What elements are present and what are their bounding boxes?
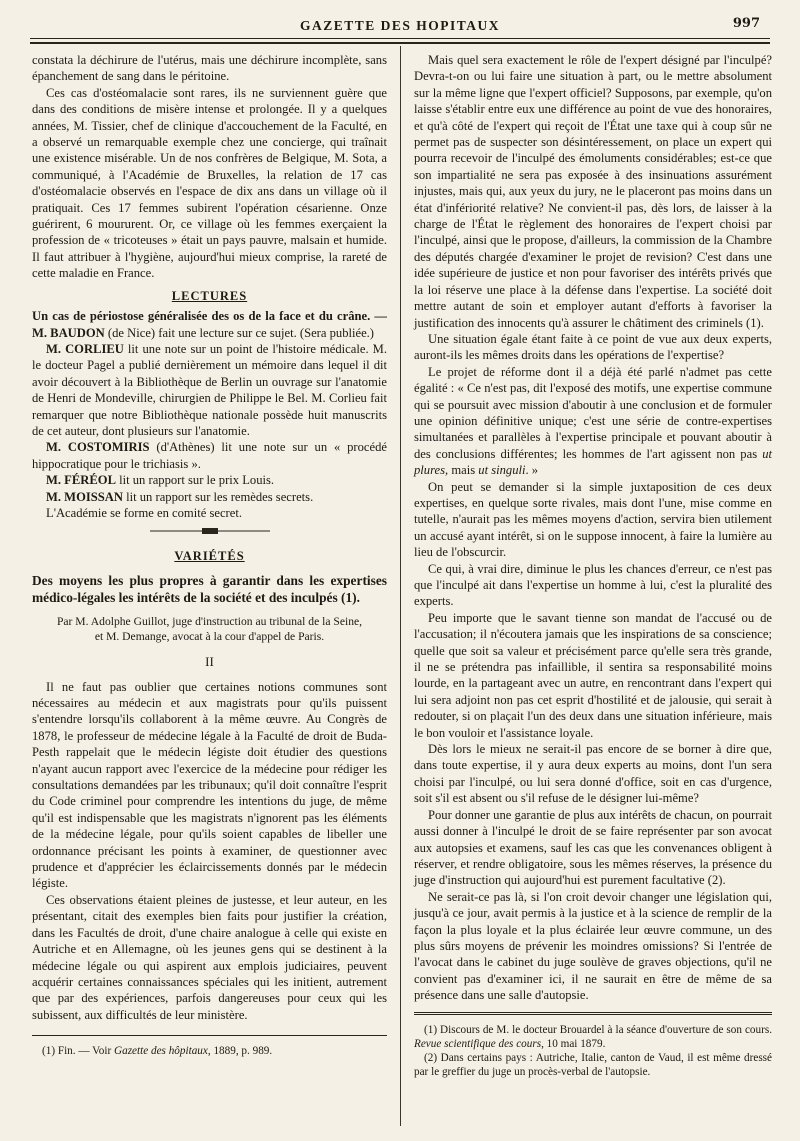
section-title-varietes (32, 548, 387, 564)
column-divider (400, 46, 401, 1126)
footnote-text: (1) Fin. — Voir (42, 1045, 115, 1058)
lecture-text: (d'Athènes) lit une note sur un « procédé hippocratique pour le trichiasis ». (32, 440, 387, 471)
lecture-item (32, 341, 387, 439)
footnote-text: , 1889, p. 989. (207, 1045, 273, 1058)
divider-ornament-icon (150, 527, 270, 535)
part-number: II (205, 654, 214, 670)
byline (32, 614, 387, 644)
lectures-heading: LECTURES (171, 288, 248, 303)
text-run: Le projet de réforme dont il a déjà été parlé n'admet pas cette égalité : « Ce n'est pas, dit l'exposé des motifs, une expertise commune qui se poursuit avec mission d'aboutir à une conclusion et de formuler une opinion définitive unique; c'est une série de contre-expertises simultanées et parallèles à l'expertise principale et pouvant aboutir à des conclusions différentes; les hommes de l'art agissent non pas (414, 364, 772, 461)
footnote-text: , 10 mai 1879. (541, 1037, 606, 1050)
paragraph: Ce qui, à vrai dire, diminue le plus les chances d'erreur, ce n'est pas que l'inculpé ait dans l'expertise un homme à lui, c'est la pluralité des experts. (414, 561, 772, 609)
speaker-name: M. FÉRÉOL (46, 473, 116, 488)
lecture-title: Un cas de périostose généralisée des os de la face et du crâne. (32, 309, 371, 324)
section-title-lectures (32, 288, 387, 304)
paragraph: constata la déchirure de l'utérus, mais une déchirure incomplète, sans épanchement de sang dans le péritoine. (32, 53, 387, 84)
lecture-text: lit un rapport sur les remèdes secrets. (122, 489, 314, 504)
byline-line: et M. Demange, avocat à la cour d'appel de Paris. (94, 630, 325, 644)
footnote-rule (32, 1035, 387, 1036)
byline-line: Par M. Adolphe Guillot, juge d'instruction au tribunal de la Seine, (56, 615, 363, 629)
paragraph: Pour donner une garantie de plus aux intérêts de chacun, on pourrait aussi donner à l'inculpé le droit de se faire représenter par son avocat aux autopsies et examens, sauf les cas que les convenances obligent à réserver, et rendre obligatoire, sous les mêmes réserves, la présence du juge d'instruction qui aujourd'hui est purement facultative (2). (414, 807, 772, 888)
lecture-item (32, 439, 387, 472)
header-rule-thick (30, 42, 770, 44)
lecture-text: (de Nice) fait une lecture sur ce sujet. (Sera publiée.) (104, 325, 375, 340)
paragraph: Peu importe que le savant tienne son mandat de l'accusé ou de l'accusation; il n'écoutera jamais que les inspirations de sa conscience; quelle que soit sa valeur et précisément parce qu'elle sera très grande, il ne se prétendra pas infaillible, il sentira sa responsabilité moins lourde, en la partageant avec un autre, en rencontrant dans l'expert qui lui sera adjoint non pas cet esprit d'hostilité et de jalousie, qui serait à redouter, si on plaçait l'un des deux dans une situation inférieure, mais le bon vouloir et l'assistance loyale. (414, 610, 772, 740)
paragraph: L'Académie se forme en comité secret. (46, 505, 242, 520)
lecture-text: lit une note sur un point de l'histoire médicale. M. le docteur Pagel a publié dernièrement un mémoire dans lequel il dit avoir découvert à la Bibliothèque de Berlin un ouvrage sur l'anatomie de Henri de Mondeville, chirurgien de Philippe le Bel. M. Corlieu fait remarquer que notre Bibliothèque nationale possède huit manuscrits de cet auteur, dont plusieurs sur l'anatomie. (32, 341, 387, 438)
running-head: GAZETTE DES HOPITAUX (299, 18, 501, 33)
page-header (30, 10, 770, 40)
paragraph: Mais quel sera exactement le rôle de l'expert désigné par l'inculpé? Devra-t-on ou lui faire une situation à part, ou le mettre absolument sur la même ligne que l'expert officiel? Supposons, par exemple, qu'on laisse s'établir entre eux une différence au point de vue des honoraires, et qu'à côté de l'expert qui reçoit de l'État une taxe qui à coup sûr ne permet pas de suspecter son désintéressement, on place un expert qui pourra recevoir de l'inculpé des émoluments considérables; est-ce que son impartialité ne sera pas exposée à des insinuations assurément injustes, mais qui, aux yeux du jury, ne le placeront pas moins dans un état d'infériorité relative? Ne convient-il pas, dès lors, de laisser à la charge de l'État le règlement des honoraires de l'expert choisi par l'inculpé, ainsi que le propose, d'ailleurs, la commission de la Chambre des députés chargée d'examiner le projet de revision? C'est dans une idée supérieure de justice et non pour favoriser des intérêts privés que la loi réserve une place à la défense dans l'expertise. La société doit mettre autant de soin et employer autant d'efforts à favoriser la justification des innocents qu'à assurer le châtiment des criminels (1). (414, 53, 772, 330)
footnote-rule (414, 1012, 772, 1015)
footnote: (2) Dans certains pays : Autriche, Italie, canton de Vaud, il est même dressé par le greffier du juge un procès-verbal de l'autopsie. (414, 1051, 772, 1078)
footnote-text: (1) Discours de M. le docteur Brouardel à la séance d'ouverture de son cours. (424, 1023, 772, 1036)
ornament-divider (32, 525, 387, 541)
paragraph: Ne serait-ce pas là, si l'on croit devoir changer une législation qui, jusqu'à ce jour, avait permis à la justice et à la science de remplir de la façon la plus loyale et la plus éclairée leur œuvre commune, un des plus sûrs moyens de prévenir les moindres omissions? Si l'entrée de l'avocat dans le cabinet du juge soulève de graves objections, qu'il ne convient pas d'examiner ici, il ne saurait en être de même de sa présence dans une salle d'autopsie. (414, 889, 772, 1003)
footnote-italic: Gazette des hôpitaux (114, 1045, 208, 1058)
header-rule (30, 38, 770, 39)
footnote (414, 1023, 772, 1051)
paragraph: Une situation égale étant faite à ce point de vue aux deux experts, auront-ils les mêmes droits dans les opérations de l'expertise? (414, 331, 772, 363)
lecture-item (32, 308, 387, 341)
lecture-text: lit un rapport sur le prix Louis. (115, 473, 275, 488)
varietes-heading: VARIÉTÉS (174, 548, 245, 563)
text-run: , mais (445, 463, 479, 478)
lecture-author: — M. BAUDON (32, 309, 387, 340)
speaker-name: M. COSTOMIRIS (46, 440, 150, 455)
page-number: 997 (732, 16, 760, 31)
italic-run: ut singuli (478, 463, 526, 478)
paragraph: Ces cas d'ostéomalacie sont rares, ils ne surviennent guère que dans des conditions de misère intense et prolongée. Il y a quelques années, M. Tissier, chef de clinique d'accouchement de la Faculté, en a observé un remarquable exemple chez une concierge, qui traînait une existence misérable. Un de nos confrères de Belgique, M. Sota, a communiqué, à l'Académie de Bruxelles, la relation de 17 cas d'ostéomalacie observés en l'espace de dix ans dans un village où il pratiquait. Ces 17 femmes subirent l'opération césarienne. Onze guérirent, 6 moururent. Or, ce village où les femmes exerçaient la profession de « tricoteuses » était un pays pauvre, malsain et humide. Il faut attribuer à l'hygiène, aujourd'hui mieux comprise, la rareté de cette maladie en France. (32, 85, 387, 281)
left-column (32, 52, 387, 1058)
text-run: . » (525, 463, 539, 478)
paragraph: Il ne faut pas oublier que certaines notions communes sont nécessaires au médecin et aux magistrats pour qu'ils puissent s'entendre lorsqu'ils collaborent à la même œuvre. Au Congrès de 1878, le professeur de médecine légale à la Faculté de droit de Buda-Pesth rappelait que le médecin légiste doit étudier des questions n'ayant aucun rapport avec l'exercice de la médecine pour rédiger les consultations demandées par les tribunaux; qu'il doit connaître l'esprit du Code criminel pour comprendre les intentions du juge, de même qu'il est indispensable que les magistrats n'ignorent pas les éléments de la médecine légale, pour qu'ils soient capables de libeller une ordonnance précisant les points à examiner, de questionner avec prudence et d'apprécier les éclaircissements donnés par le médecin légiste. (32, 679, 387, 891)
right-column (414, 52, 772, 1079)
italic-run: ut plures (414, 446, 772, 478)
speaker-name: M. CORLIEU (46, 341, 124, 356)
article-title: Des moyens les plus propres à garantir dans les expertises médico-légales les intérêts de la société et des inculpés (1). (32, 573, 387, 606)
paragraph: Dès lors le mieux ne serait-il pas encore de se borner à dire que, dans toute expertise, il y aura deux experts au moins, dont l'un sera choisi par l'inculpé, ou lui sera donné d'office, soit en cas d'urgence, soit s'il est absent ou s'il refuse de le désigner lui-même? (414, 742, 772, 806)
lecture-item (32, 472, 387, 488)
footnote-italic: Revue scientifique des cours (414, 1037, 542, 1050)
paragraph: On peut se demander si la simple juxtaposition de ces deux expertises, en quelque sorte rivales, mais dont l'une, mise comme en tutelle, n'aurait pas les mêmes moyens d'action, servira bien utilement un accusé ayant intérêt, si on le suppose innocent, à faire la lumière au lieu de l'obscurcir. (414, 479, 772, 560)
paragraph (414, 364, 772, 479)
lecture-item (32, 489, 387, 505)
footnote (32, 1044, 387, 1058)
paragraph: Ces observations étaient pleines de justesse, et leur auteur, en les présentant, citait des exemples bien faits pour justifier la création, dans les Facultés de droit, d'une chaire analogue à celle qui existe en Autriche et en Allemagne, où les jeunes gens qui se destinent à la médecine légale ou qui aspirent aux emplois judiciaires, peuvent acquérir certaines connaissances spéciales qui les initient, autrement que par des expériences, parfois dangereuses pour ceux qui les subissent, aux difficultés de leur ministère. (32, 892, 387, 1022)
speaker-name: M. MOISSAN (46, 489, 123, 504)
